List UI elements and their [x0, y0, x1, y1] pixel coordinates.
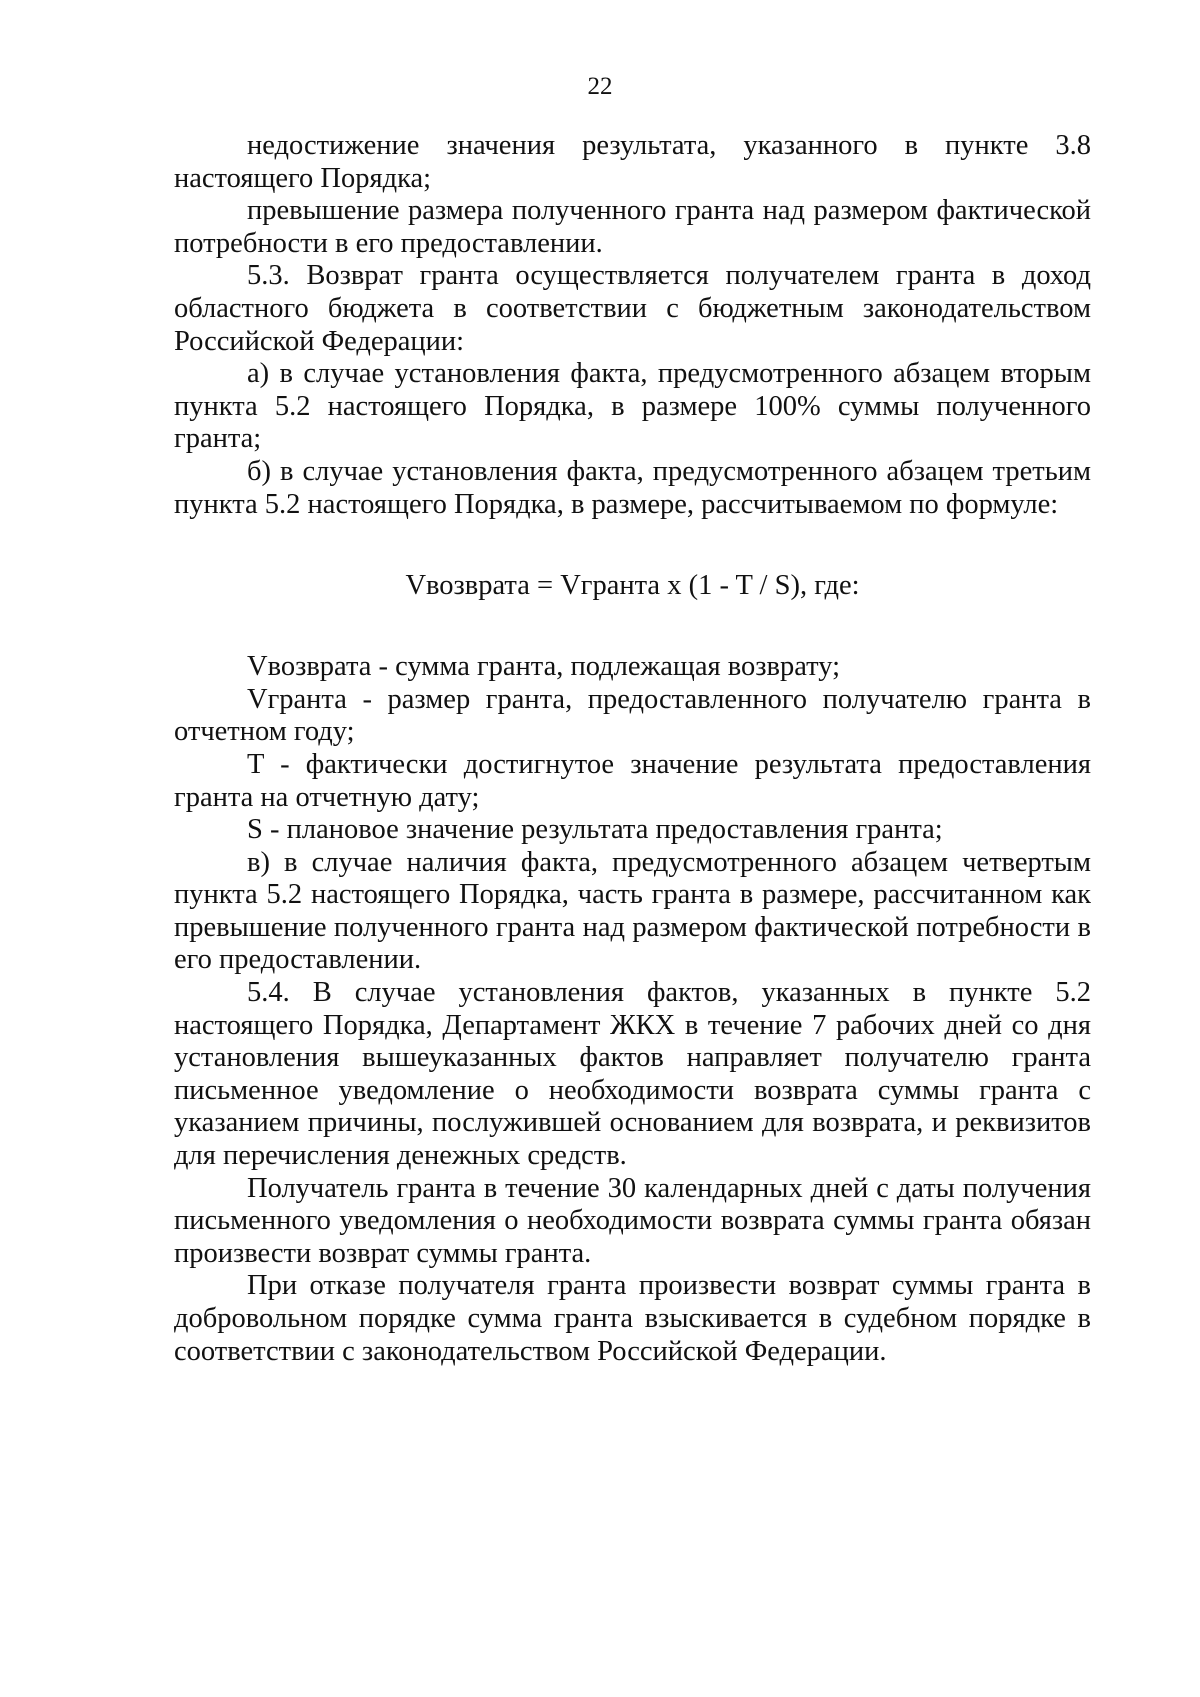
- paragraph-5-3-b: б) в случае установления факта, предусмотренного абзацем третьим пункта 5.2 настоящего Порядка, в размере, рассчитываемом по формуле:: [174, 455, 1091, 520]
- document-body: [174, 130, 1091, 1368]
- paragraph-refund-deadline: Получатель гранта в течение 30 календарных дней с даты получения письменного уведомления о необходимости возврата суммы гранта обязан произвести возврат суммы гранта.: [174, 1172, 1091, 1269]
- definition-v-grant: Vгранта - размер гранта, предоставленного получателю гранта в отчетном году;: [174, 683, 1091, 748]
- paragraph-5-3-a: а) в случае установления факта, предусмотренного абзацем вторым пункта 5.2 настоящего Порядка, в размере 100% суммы полученного гранта;: [174, 358, 1091, 455]
- paragraph-5-3: 5.3. Возврат гранта осуществляется получателем гранта в доход областного бюджета в соответствии с бюджетным законодательством Российской Федерации:: [174, 260, 1091, 357]
- paragraph-failure-result: недостижение значения результата, указанного в пункте 3.8 настоящего Порядка;: [174, 130, 1091, 194]
- definition-t: T - фактически достигнутое значение результата предоставления гранта на отчетную дату;: [174, 748, 1091, 813]
- definition-v-refund: Vвозврата - сумма гранта, подлежащая возврату;: [247, 651, 840, 683]
- refund-formula: Vвозврата = Vгранта x (1 - T / S), где:: [405, 570, 860, 602]
- paragraph-5-3-v: в) в случае наличия факта, предусмотренного абзацем четвертым пункта 5.2 настоящего Порядка, часть гранта в размере, рассчитанном как превышение полученного гранта над размером фактической потребности в его предоставлении.: [174, 846, 1091, 976]
- definition-s: S - плановое значение результата предоставления гранта;: [247, 814, 943, 846]
- paragraph-5-4: 5.4. В случае установления фактов, указанных в пункте 5.2 настоящего Порядка, Департамент ЖКХ в течение 7 рабочих дней со дня установления вышеуказанных фактов направляет получателю гранта письменное уведомление о необходимости возврата суммы гранта с указанием причины, послужившей основанием для возврата, и реквизитов для перечисления денежных средств.: [174, 977, 1091, 1172]
- page-number: 22: [587, 73, 613, 100]
- paragraph-refusal: При отказе получателя гранта произвести возврат суммы гранта в добровольном порядке сумма гранта взыскивается в судебном порядке в соответствии с законодательством Российской Федерации.: [174, 1270, 1091, 1367]
- paragraph-excess-grant: превышение размера полученного гранта над размером фактической потребности в его предоставлении.: [174, 195, 1091, 259]
